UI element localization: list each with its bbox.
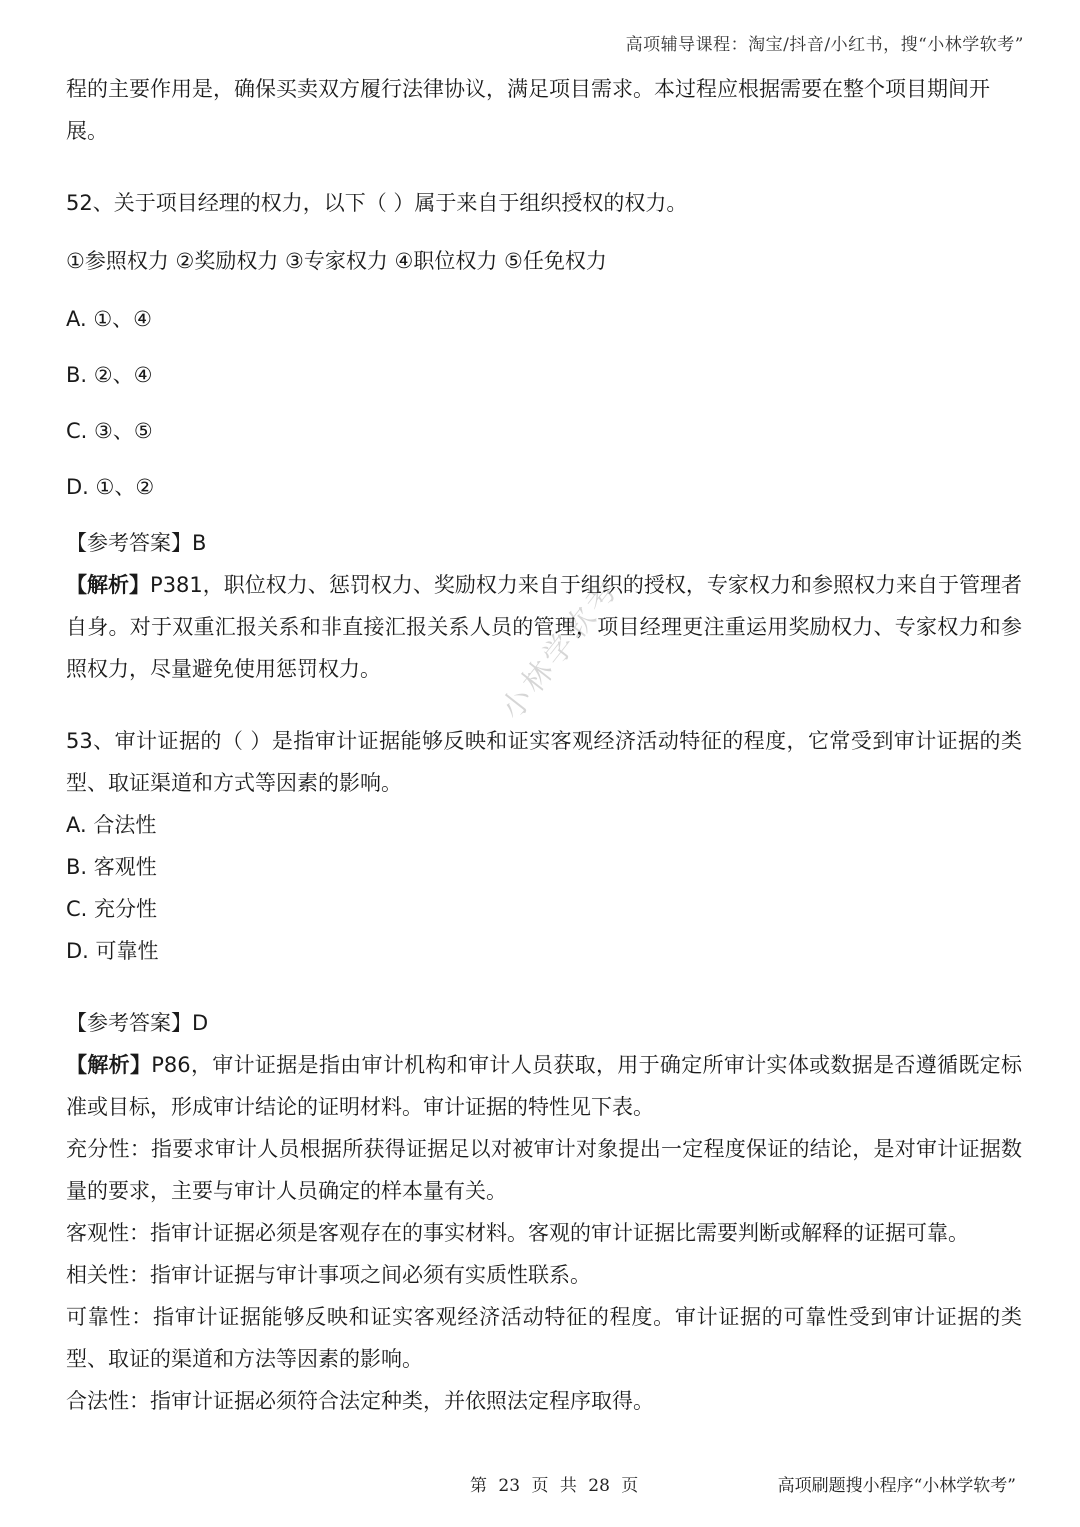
prev-section-line-2: 展。 [66, 119, 108, 143]
q53-question: 53、审计证据的（ ）是指审计证据能够反映和证实客观经济活动特征的程度，它常受到审计证据的类型、取证渠道和方式等因素的影响。 [66, 729, 1022, 795]
q52-option-a: A. ①、④ [66, 307, 152, 331]
q53-answer [66, 1002, 1022, 1044]
q52-option-d: D. ①、② [66, 475, 155, 499]
q53-option-d: D. 可靠性 [66, 939, 159, 963]
answer-value: D [192, 1011, 209, 1035]
footer-promo-text: 高项刷题搜小程序“小林学软考” [777, 1476, 1016, 1496]
q53-analysis [66, 1044, 1022, 1128]
prev-section-line-1: 程的主要作用是，确保买卖双方履行法律协议，满足项目需求。本过程应根据需要在整个项目期间开 [66, 77, 990, 101]
watermark-text: 小林学软考 [494, 570, 627, 727]
q52-options [66, 298, 1022, 508]
header-promo-text: 高项辅导课程：淘宝/抖音/小红书，搜“小林学软考” [625, 35, 1024, 55]
q53-property-relevance: 相关性：指审计证据与审计事项之间必须有实质性联系。 [66, 1263, 591, 1287]
q52-question: 52、关于项目经理的权力，以下（ ）属于来自于组织授权的权力。 [66, 191, 688, 215]
q53-options [66, 804, 1022, 972]
analysis-text: P86，审计证据是指由审计机构和审计人员获取，用于确定所审计实体或数据是否遵循既定标准或目标，形成审计结论的证明材料。审计证据的特性见下表。 [66, 1053, 1022, 1119]
q52-answer [66, 522, 1022, 564]
q53-property-objectivity: 客观性：指审计证据必须是客观存在的事实材料。客观的审计证据比需要判断或解释的证据可靠。 [66, 1221, 969, 1245]
q52-option-c: C. ③、⑤ [66, 419, 153, 443]
q53-property-sufficiency: 充分性：指要求审计人员根据所获得证据足以对被审计对象提出一定程度保证的结论，是对审计证据数量的要求，主要与审计人员确定的样本量有关。 [66, 1137, 1022, 1203]
q52-option-b: B. ②、④ [66, 363, 153, 387]
q53-property-legality: 合法性：指审计证据必须符合法定种类，并依照法定程序取得。 [66, 1389, 654, 1413]
q52-items: ①参照权力 ②奖励权力 ③专家权力 ④职位权力 ⑤任免权力 [66, 249, 607, 273]
q53-option-b: B. 客观性 [66, 855, 157, 879]
analysis-label: 【解析】 [66, 573, 151, 597]
answer-label: 【参考答案】 [66, 531, 192, 555]
document-body [66, 68, 1022, 1422]
answer-value: B [192, 531, 207, 555]
analysis-label: 【解析】 [66, 1053, 152, 1077]
q53-option-c: C. 充分性 [66, 897, 158, 921]
q52-analysis [66, 564, 1022, 690]
answer-label: 【参考答案】 [66, 1011, 192, 1035]
page-number: 第 23 页 共 28 页 [470, 1476, 639, 1496]
q53-property-reliability: 可靠性：指审计证据能够反映和证实客观经济活动特征的程度。审计证据的可靠性受到审计证据的类型、取证的渠道和方法等因素的影响。 [66, 1305, 1022, 1371]
q53-option-a: A. 合法性 [66, 813, 157, 837]
analysis-text: P381，职位权力、惩罚权力、奖励权力来自于组织的授权，专家权力和参照权力来自于管理者自身。对于双重汇报关系和非直接汇报关系人员的管理，项目经理更注重运用奖励权力、专家权力和参照权力，尽量避免使用惩罚权力。 [66, 573, 1023, 681]
